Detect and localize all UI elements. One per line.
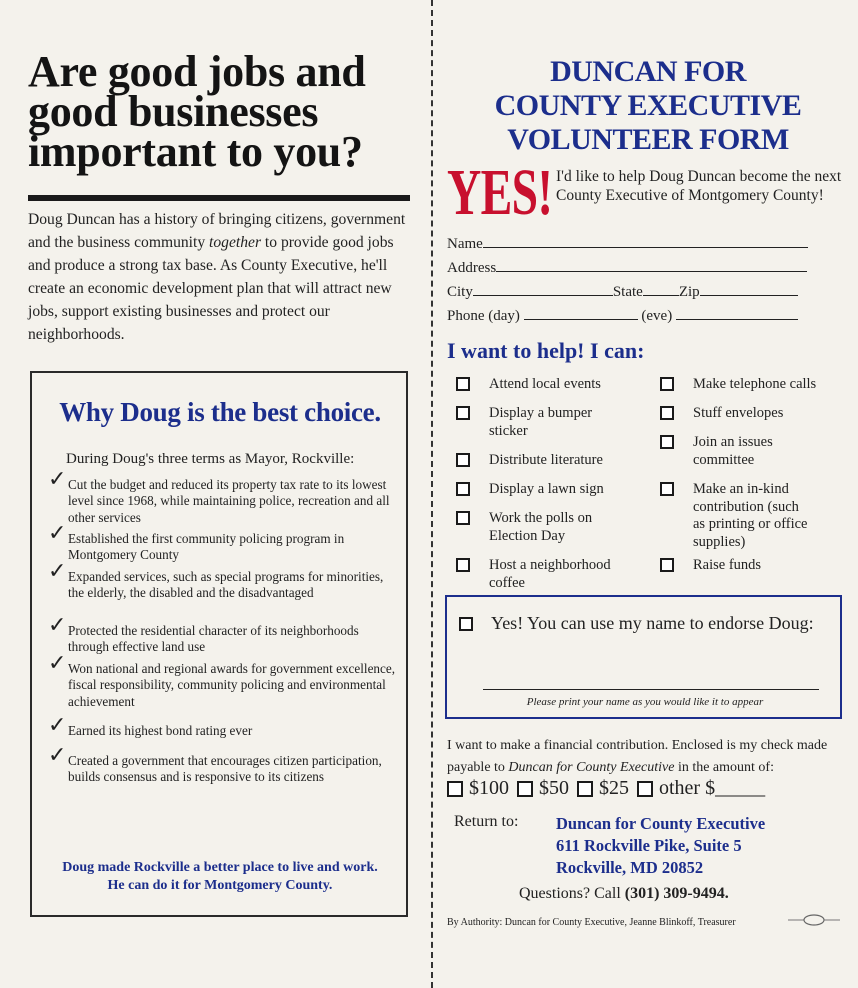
address-row: [447, 259, 807, 277]
amount-label: $25: [599, 777, 629, 799]
option-label: Make an in-kind contribution (such as printing or office supplies): [693, 481, 808, 550]
form-title-line1: DUNCAN FOR: [550, 55, 746, 88]
raise-funds-checkbox[interactable]: [660, 558, 674, 572]
contribution-text-b: in the amount of:: [674, 760, 774, 775]
contribution-text-a: I want to make a financial contribution. Enclosed is my check made payable to: [447, 738, 828, 775]
box-subtitle: During Doug's three terms as Mayor, Rockville:: [66, 451, 355, 467]
option-label: Stuff envelopes: [693, 405, 784, 421]
check-icon: ✓: [48, 521, 67, 546]
return-line1: Duncan for County Executive: [556, 814, 766, 833]
check-icon: ✓: [48, 559, 67, 584]
return-line2: 611 Rockville Pike, Suite 5: [556, 836, 742, 855]
telephone-calls-checkbox[interactable]: [660, 377, 674, 391]
best-choice-box: [30, 371, 408, 917]
option-label: Host a neighborhood coffee: [489, 557, 611, 591]
yes-statement: I'd like to help Doug Duncan become the next County Executive of Montgomery County!: [556, 168, 842, 204]
amount-50-checkbox[interactable]: [517, 781, 533, 797]
endorse-checkbox[interactable]: [459, 617, 473, 631]
distribute-literature-checkbox[interactable]: [456, 453, 470, 467]
option-label: Make telephone calls: [693, 376, 817, 392]
amount-50-option[interactable]: [517, 777, 569, 800]
accomplishment-item: [48, 467, 398, 531]
lawn-sign-checkbox[interactable]: [456, 482, 470, 496]
intro-emphasis: together: [209, 234, 262, 251]
bumper-sticker-checkbox[interactable]: [456, 406, 470, 420]
form-title-line3: VOLUNTEER FORM: [507, 123, 789, 156]
in-kind-contribution-checkbox[interactable]: [660, 482, 674, 496]
contribution-payee: Duncan for County Executive: [508, 760, 675, 775]
accomplishment-text: Won national and regional awards for government excellence, fiscal responsibility, community policing and environmental achievement: [68, 661, 396, 709]
check-icon: ✓: [48, 467, 67, 492]
accomplishment-text: Earned its highest bond rating ever: [68, 723, 253, 738]
accomplishment-item: [48, 521, 398, 569]
state-field[interactable]: [643, 283, 679, 296]
accomplishment-item: [48, 651, 398, 723]
box-footer: [42, 859, 398, 895]
attend-events-checkbox[interactable]: [456, 377, 470, 391]
endorse-label: Yes! You can use my name to endorse Doug:: [491, 613, 814, 633]
amount-label: $100: [469, 777, 509, 799]
option-label: Work the polls on Election Day: [489, 510, 593, 544]
accomplishment-text: Established the first community policing program in Montgomery County: [68, 531, 345, 563]
cut-line: [431, 0, 433, 988]
amount-other-checkbox[interactable]: [637, 781, 653, 797]
name-field[interactable]: [483, 235, 808, 248]
zip-field[interactable]: [700, 283, 798, 296]
accomplishment-item: [48, 743, 398, 807]
name-label: Name: [447, 236, 483, 252]
amount-25-checkbox[interactable]: [577, 781, 593, 797]
box-title: Why Doug is the best choice.: [59, 397, 381, 427]
help-heading: I want to help! I can:: [447, 338, 645, 363]
endorse-note: Please print your name as you would like it to appear: [526, 696, 764, 708]
intro-text-b: to provide good jobs and produce a strong tax base. As County Executive, he'll create an economic development plan that will attract new jobs, support existing businesses and protect our neighborhoods.: [28, 234, 394, 343]
endorse-name-field[interactable]: [483, 689, 819, 690]
stuff-envelopes-checkbox[interactable]: [660, 406, 674, 420]
accomplishment-text: Cut the budget and reduced its property tax rate to its lowest level since 1968, while maintaining police, recreation and all other services: [68, 477, 390, 525]
option-label: Distribute literature: [489, 452, 603, 468]
check-icon: ✓: [48, 651, 67, 676]
work-polls-checkbox[interactable]: [456, 511, 470, 525]
state-label: State: [612, 284, 643, 300]
city-state-zip-row: [447, 283, 798, 301]
city-label: City: [447, 284, 473, 300]
issues-committee-checkbox[interactable]: [660, 435, 674, 449]
box-footer-line2: He can do it for Montgomery County.: [107, 878, 333, 893]
accomplishment-text: Expanded services, such as special programs for minorities, the elderly, the disabled and the disadvantaged: [68, 569, 384, 601]
union-bug-icon: [788, 913, 840, 927]
return-label: Return to:: [454, 813, 519, 830]
option-label: Display a bumper sticker: [489, 405, 593, 439]
contribution-amounts: [447, 777, 773, 800]
authority-line: By Authority: Duncan for County Executive, Jeanne Blinkoff, Treasurer: [447, 917, 736, 928]
option-label: Attend local events: [489, 376, 601, 392]
amount-25-option[interactable]: [577, 777, 629, 800]
amount-other-option[interactable]: [637, 777, 765, 800]
headline-rule: [28, 195, 410, 201]
headline: Are good jobs and good businesses important to you?: [28, 47, 366, 176]
questions-phone: (301) 309-9494.: [624, 885, 729, 902]
accomplishment-text: Created a government that encourages citizen participation, builds consensus and is responsive to its citizens: [68, 753, 382, 785]
intro-text-a: Doug Duncan has a history of bringing citizens, government and the business community: [28, 211, 406, 251]
check-icon: ✓: [48, 743, 67, 768]
box-footer-line1: Doug made Rockville a better place to live and work.: [62, 860, 378, 875]
amount-100-option[interactable]: [447, 777, 509, 800]
city-field[interactable]: [473, 283, 613, 296]
address-label: Address: [447, 260, 497, 276]
option-label: Display a lawn sign: [489, 481, 604, 497]
phone-eve-label: (eve): [641, 308, 673, 324]
option-label: Raise funds: [693, 557, 762, 573]
phone-row: [447, 307, 798, 325]
yes-graphic: YES!: [447, 156, 553, 229]
phone-day-label: Phone (day): [447, 308, 520, 324]
accomplishment-list: [48, 467, 398, 807]
questions-line: [519, 885, 729, 903]
accomplishment-text: Protected the residential character of its neighborhoods through effective land use: [68, 623, 359, 655]
contribution-text: [447, 735, 847, 779]
amount-label: other $_____: [659, 777, 766, 799]
return-line3: Rockville, MD 20852: [556, 858, 704, 877]
phone-day-field[interactable]: [524, 307, 638, 320]
accomplishment-item: [48, 613, 398, 661]
amount-label: $50: [539, 777, 569, 799]
host-coffee-checkbox[interactable]: [456, 558, 470, 572]
option-label: Join an issues committee: [693, 434, 773, 468]
amount-100-checkbox[interactable]: [447, 781, 463, 797]
check-icon: ✓: [48, 713, 67, 738]
accomplishment-item: [48, 713, 398, 753]
accomplishment-item: [48, 559, 398, 623]
return-address: [556, 813, 765, 879]
name-row: [447, 235, 808, 253]
form-title: [448, 55, 848, 157]
zip-label: Zip: [678, 284, 700, 300]
intro-paragraph: [28, 208, 418, 346]
form-title-line2: COUNTY EXECUTIVE: [494, 89, 802, 122]
questions-label: Questions? Call: [519, 885, 625, 902]
phone-eve-field[interactable]: [676, 307, 798, 320]
check-icon: ✓: [48, 613, 67, 638]
address-field[interactable]: [496, 259, 807, 272]
endorsement-box: [445, 595, 842, 719]
